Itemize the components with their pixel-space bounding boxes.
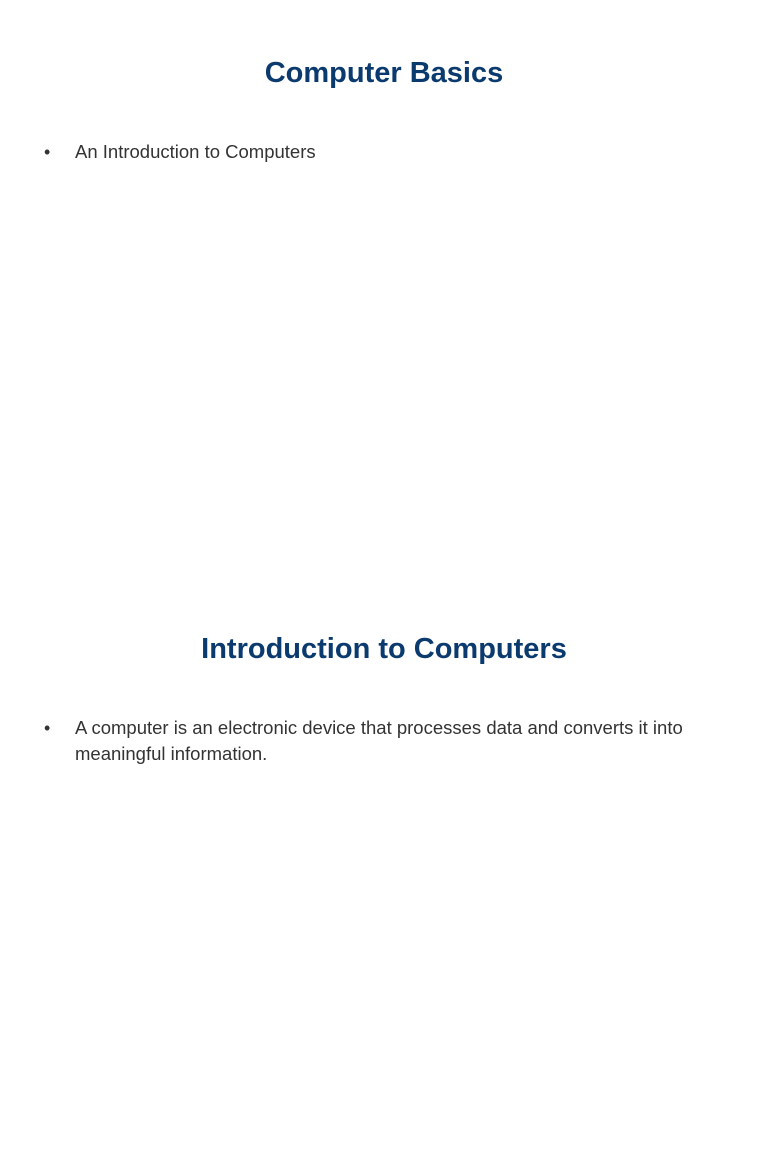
list-item [44,139,724,165]
slide-title: Computer Basics [264,57,504,89]
bullet-text: An Introduction to Computers [75,141,316,162]
bullet-text: A computer is an electronic device that processes data and converts it into meaningful information. [75,717,683,764]
list-item [44,715,724,767]
bullet-icon: • [44,142,51,162]
bullet-list [44,715,724,767]
bullet-list [44,139,724,165]
slide-title: Introduction to Computers [201,633,567,665]
bullet-icon: • [44,718,51,738]
slide-introduction-to-computers [0,576,768,1152]
